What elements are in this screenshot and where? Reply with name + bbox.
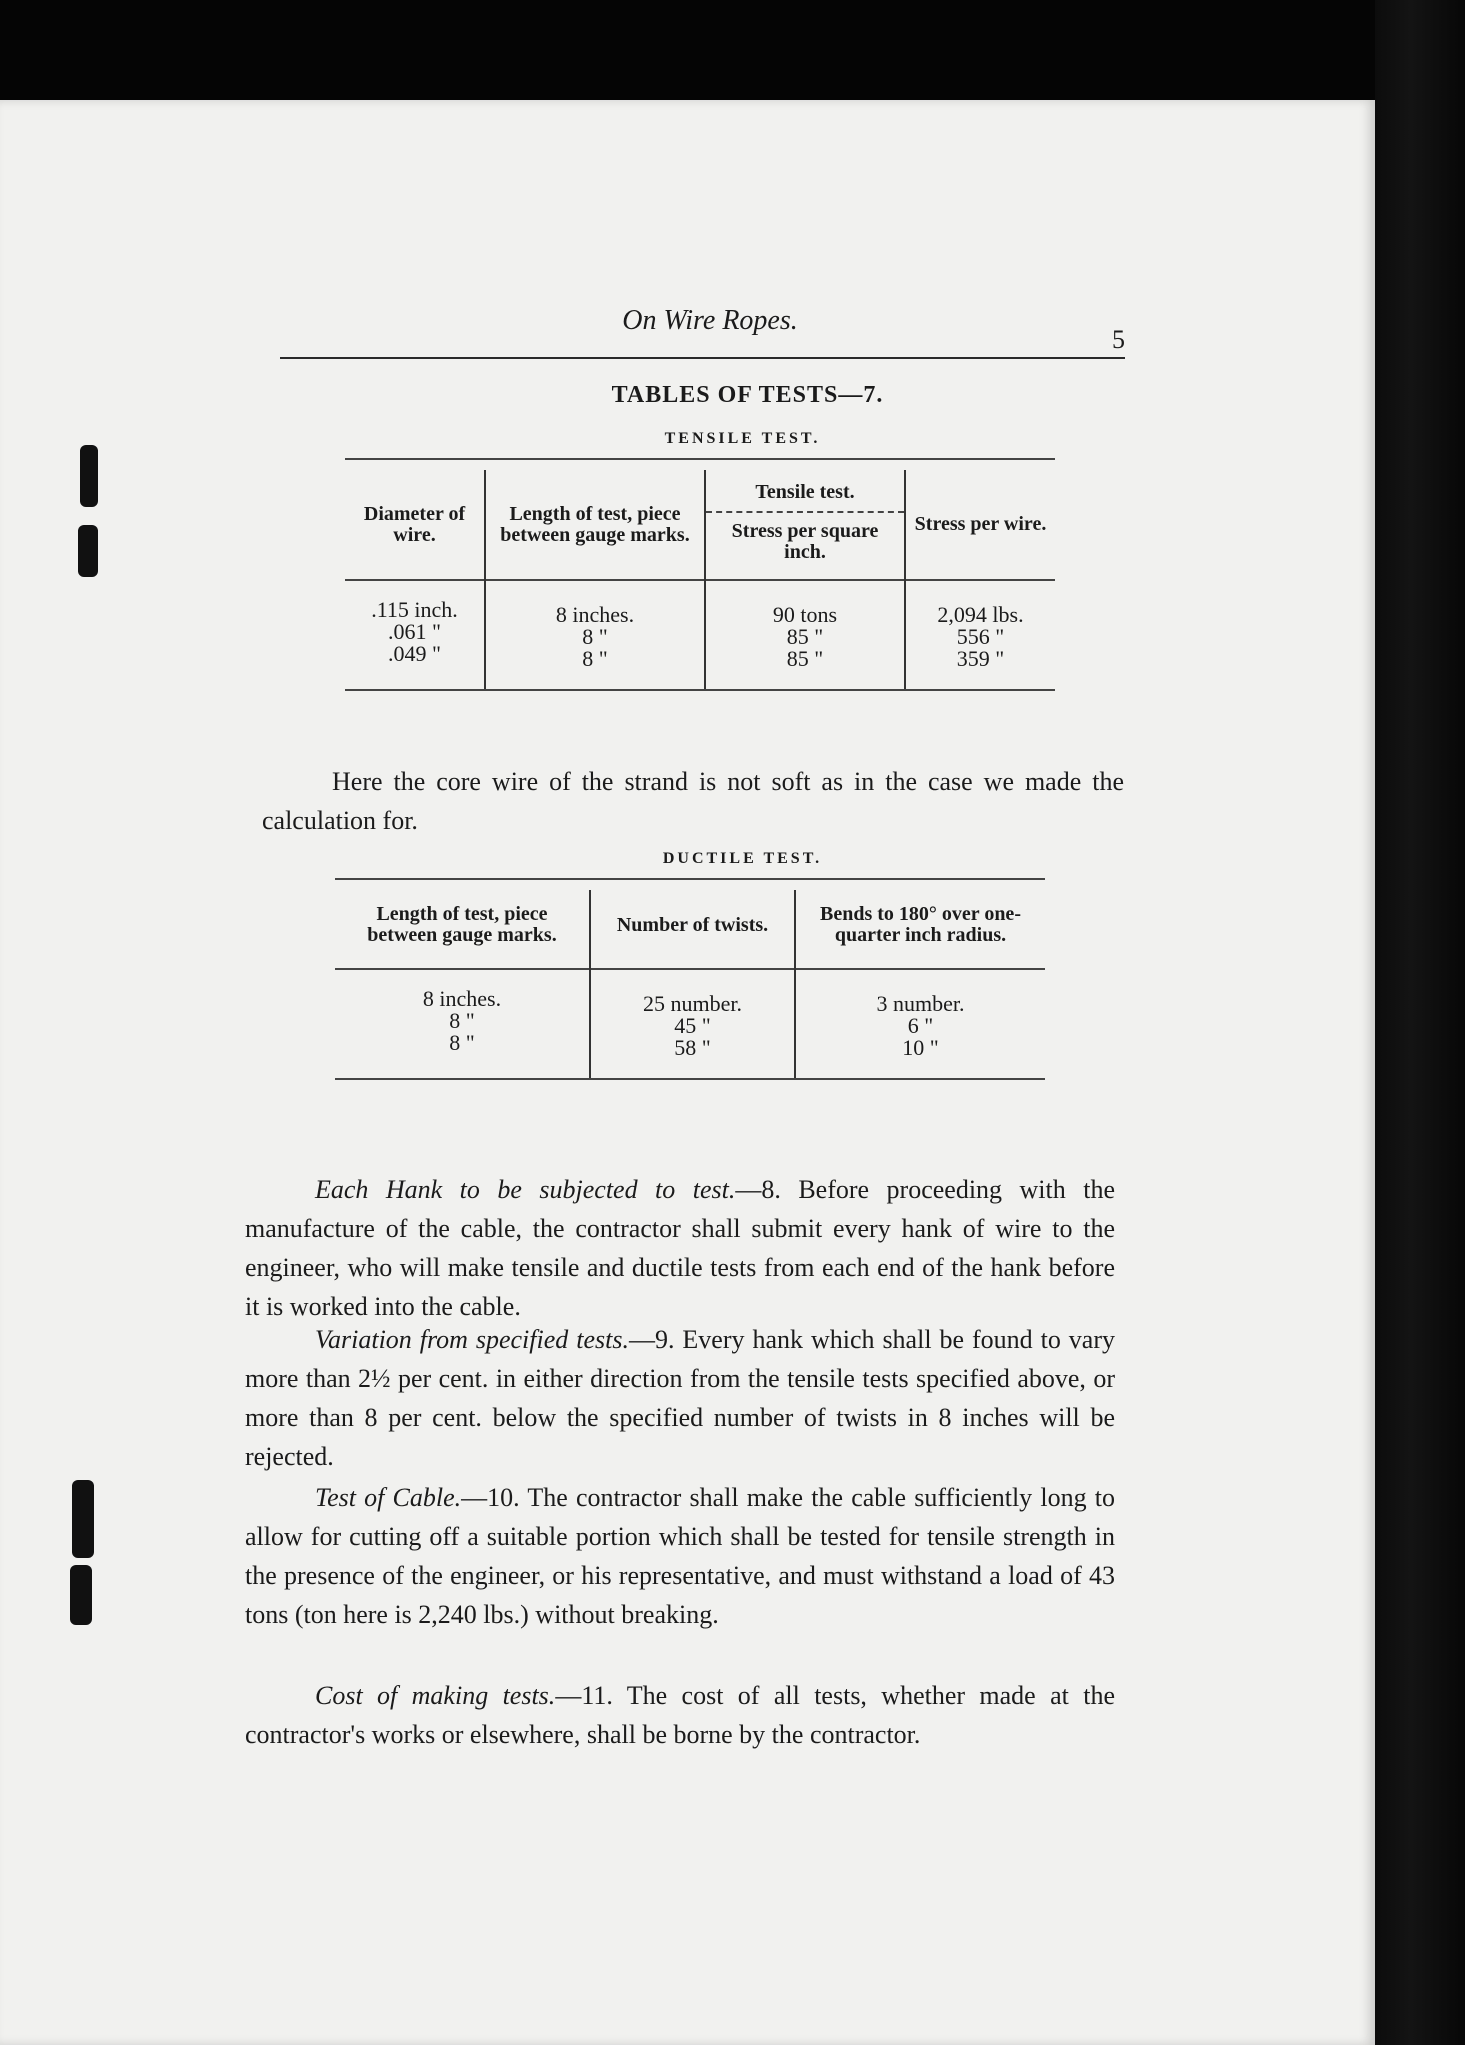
- col-ductile-length: Length of test, piece between gauge marks.: [367, 903, 557, 946]
- scan-mark: [72, 1480, 94, 1558]
- spec-heading: Each Hank to be subjected to test.: [315, 1175, 736, 1204]
- ductile-table: [335, 878, 1045, 1080]
- spec-heading: Test of Cable.: [315, 1483, 462, 1512]
- section-title: TABLES OF TESTS—7.: [611, 382, 884, 408]
- spec-paragraph-9: Variation from specified tests.—9. Every hank which shall be found to vary more than 2½ per cent. in either direction from the tensile tests specified above, or more than 8 per cent. below the specified number of twists in 8 inches will be rejected.: [245, 1325, 1115, 1471]
- ductile-bends-cell: 3 number. 6 " 10 ": [795, 984, 1045, 1068]
- ductile-length-cell: 8 inches. 8 " 8 ": [422, 986, 502, 1055]
- tensile-stress-wire-cell: 2,094 lbs. 556 " 359 ": [905, 595, 1055, 679]
- col-diameter: Diameter of wire.: [363, 502, 466, 546]
- page-number: 5: [1112, 325, 1125, 354]
- note-paragraph: Here the core wire of the strand is not soft as in the case we made the calculation for.: [262, 767, 1124, 835]
- header-rule: [280, 357, 1125, 359]
- spec-heading: Variation from specified tests.: [315, 1325, 629, 1354]
- col-twists: Number of twists.: [590, 890, 795, 969]
- col-tensile-group: Tensile test.: [705, 470, 905, 512]
- scan-mark: [70, 1565, 92, 1625]
- spec-heading: Cost of making tests.: [315, 1681, 556, 1710]
- scan-mark: [78, 525, 98, 577]
- spec-paragraph-11: Cost of making tests.—11. The cost of all tests, whether made at the contractor's works or elsewhere, shall be borne by the contractor.: [245, 1681, 1116, 1749]
- spec-paragraph-8: Each Hank to be subjected to test.—8. Before proceeding with the manufacture of the cable, the contractor shall submit every hank of wire to the engineer, who will make tensile and ductile tests from each end of the hank before it is worked into the cable.: [245, 1175, 1115, 1321]
- tensile-stress-sq-cell: 90 tons 85 " 85 ": [705, 595, 905, 679]
- col-stress-sq: Stress per square inch.: [705, 512, 905, 580]
- tensile-length-cell: 8 inches. 8 " 8 ": [485, 595, 705, 679]
- col-length: Length of test, piece between gauge marks.: [485, 470, 705, 580]
- scan-background: [1375, 0, 1465, 2045]
- ductile-twists-cell: 25 number. 45 " 58 ": [590, 984, 795, 1068]
- tensile-subtitle: TENSILE TEST.: [664, 430, 821, 447]
- running-title: On Wire Ropes.: [622, 305, 798, 336]
- ductile-subtitle: DUCTILE TEST.: [662, 850, 823, 867]
- scan-mark: [80, 445, 98, 507]
- spec-paragraph-10: Test of Cable.—10. The contractor shall make the cable sufficiently long to allow for cutting off a suitable portion which shall be tested for tensile strength in the presence of the engineer, or his representative, and must withstand a load of 43 tons (ton here is 2,240 lbs.) without breaking.: [245, 1483, 1115, 1629]
- col-stress-wire: Stress per wire.: [905, 470, 1055, 580]
- tensile-diameter-cell: .115 inch. .061 " .049 ": [371, 597, 458, 666]
- col-bends: Bends to 180° over one-quarter inch radius.: [795, 890, 1045, 969]
- tensile-table: [345, 458, 1055, 691]
